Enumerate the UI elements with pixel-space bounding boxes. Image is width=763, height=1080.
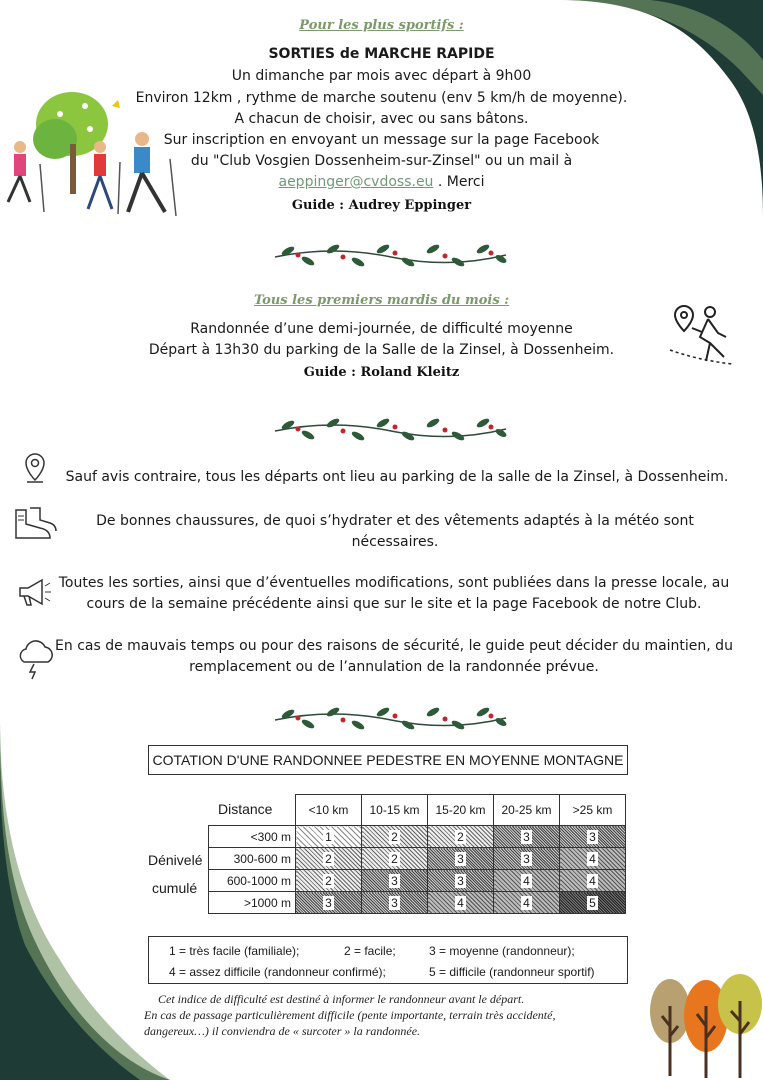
email-line: [0, 172, 763, 193]
table-cell: 3: [296, 892, 362, 914]
email-link[interactable]: aeppinger@cvdoss.eu: [278, 174, 434, 190]
cotation-title-box: [148, 745, 628, 775]
table-row: [209, 848, 626, 870]
body-line: Un dimanche par mois avec départ à 9h00: [231, 68, 532, 84]
table-cell: 2: [296, 848, 362, 870]
info-text-equipment: De bonnes chaussures, de quoi s’hydrater et des vêtements adaptés à la météo sont nécessaires.: [96, 513, 694, 550]
cotation-table: [208, 794, 626, 914]
table-cell: 4: [428, 892, 494, 914]
table-cell: 1: [296, 826, 362, 848]
table-row: [209, 892, 626, 914]
megaphone-icon: [16, 576, 52, 608]
legend-item: 2 = facile;: [344, 944, 396, 958]
cumule-label: cumulé: [152, 880, 198, 896]
cotation-note: dangereux…) il conviendra de « surcoter » la randonnée.: [144, 1024, 421, 1038]
berry-garland-divider: [273, 411, 508, 447]
column-header: 10-15 km: [362, 795, 428, 826]
legend-item: 3 = moyenne (randonneur);: [429, 944, 575, 958]
table-cell: 4: [494, 892, 560, 914]
body-line: Sur inscription en envoyant un message sur la page Facebook: [163, 132, 600, 148]
table-row: [209, 870, 626, 892]
row-header: 300-600 m: [209, 848, 296, 870]
table-cell: 2: [362, 826, 428, 848]
table-cell: 2: [428, 826, 494, 848]
table-cell: 3: [362, 892, 428, 914]
table-cell: 4: [494, 870, 560, 892]
body-line: Randonnée d’une demi-journée, de difficulté moyenne: [190, 321, 573, 337]
table-row: [209, 826, 626, 848]
body-line: A chacun de choisir, avec ou sans bâtons.: [234, 111, 529, 127]
body-line: Départ à 13h30 du parking de la Salle de la Zinsel, à Dossenheim.: [148, 342, 615, 358]
column-header: <10 km: [296, 795, 362, 826]
hiking-boot-icon: [12, 504, 58, 542]
body-line: du "Club Vosgien Dossenheim-sur-Zinsel" ou un mail à: [190, 153, 573, 169]
berry-garland-divider: [273, 237, 508, 273]
distance-label: Distance: [218, 801, 273, 817]
body-line: Environ 12km , rythme de marche soutenu (env 5 km/h de moyenne).: [135, 90, 628, 106]
email-suffix: . Merci: [433, 174, 485, 190]
column-header: 20-25 km: [494, 795, 560, 826]
table-cell: 4: [560, 848, 626, 870]
row-header: >1000 m: [209, 892, 296, 914]
info-text-publication: Toutes les sorties, ainsi que d’éventuelles modifications, sont publiées dans la presse locale, au cours de la semaine précédente ainsi que sur le site et la page Facebook de notre Club.: [58, 575, 730, 612]
denivele-label: Dénivelé: [148, 852, 203, 868]
table-cell: 2: [362, 848, 428, 870]
row-header: <300 m: [209, 826, 296, 848]
cotation-note: En cas de passage particulièrement difficile (pente importante, terrain très accidenté,: [144, 1008, 556, 1022]
location-pin-icon: [24, 452, 46, 484]
table-cell: 3: [362, 870, 428, 892]
hiker-location-icon: [668, 302, 734, 368]
guide-name: Guide : Audrey Eppinger: [291, 198, 472, 213]
table-cell: 3: [494, 826, 560, 848]
legend-item: 5 = difficile (randonneur sportif): [429, 965, 595, 979]
table-cell: 4: [560, 870, 626, 892]
cotation-title: COTATION D'UNE RANDONNEE PEDESTRE EN MOYENNE MONTAGNE: [152, 752, 624, 768]
table-cell: 3: [494, 848, 560, 870]
table-cell: 3: [428, 848, 494, 870]
table-header-row: [209, 795, 626, 826]
corner-cell: [209, 795, 296, 826]
section-heading: SORTIES de MARCHE RAPIDE: [268, 46, 495, 62]
autumn-trees-illustration: [648, 966, 763, 1080]
legend-item: 4 = assez difficile (randonneur confirmé);: [169, 965, 386, 979]
table-cell: 2: [296, 870, 362, 892]
table-cell: 3: [560, 826, 626, 848]
info-text-departures: Sauf avis contraire, tous les départs ont lieu au parking de la salle de la Zinsel, à Dossenheim.: [65, 469, 729, 485]
column-header: 15-20 km: [428, 795, 494, 826]
guide-name: Guide : Roland Kleitz: [303, 365, 460, 380]
berry-garland-divider: [273, 700, 508, 736]
row-header: 600-1000 m: [209, 870, 296, 892]
table-cell: 3: [428, 870, 494, 892]
cotation-note: Cet indice de difficulté est destiné à informer le randonneur avant le départ.: [158, 992, 525, 1006]
table-cell: 5: [560, 892, 626, 914]
info-text-weather: En cas de mauvais temps ou pour des raisons de sécurité, le guide peut décider du maintien, du remplacement ou de l’annulation de la randonnée prévue.: [55, 638, 733, 675]
cotation-legend: [148, 936, 628, 984]
column-header: >25 km: [560, 795, 626, 826]
legend-item: 1 = très facile (familiale);: [169, 944, 300, 958]
section-title-sportifs: Pour les plus sportifs :: [299, 18, 464, 33]
section-title-mardis: Tous les premiers mardis du mois :: [253, 293, 510, 308]
